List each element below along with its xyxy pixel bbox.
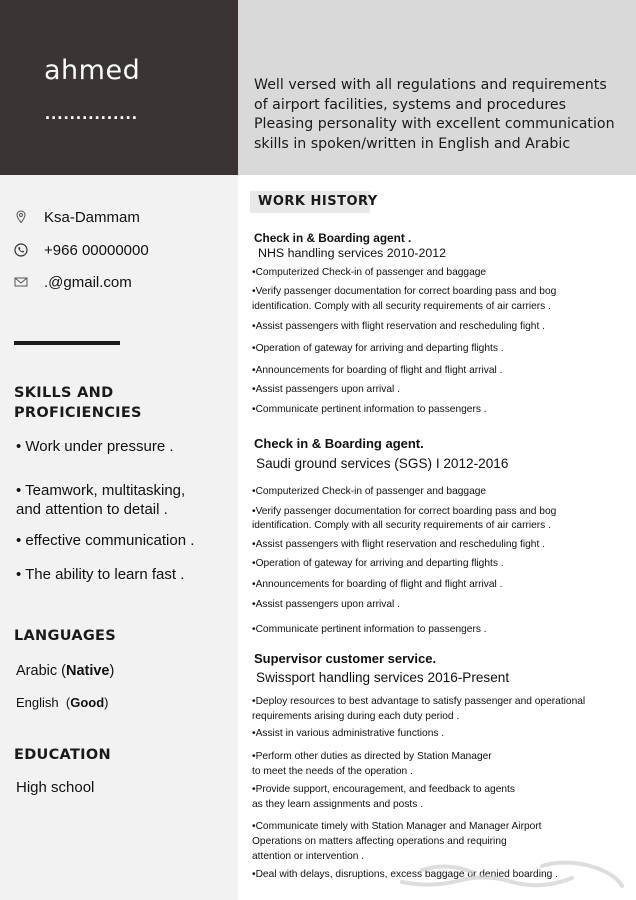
location-pin-icon bbox=[14, 210, 28, 224]
job-bullet: •Provide support, encouragement, and feedback to agents bbox=[252, 784, 515, 795]
watermark-logo bbox=[392, 852, 632, 896]
phone-text: +966 00000000 bbox=[44, 241, 149, 259]
job-company: Swissport handling services 2016-Present bbox=[256, 670, 510, 685]
language-level: Good bbox=[70, 695, 105, 710]
sidebar-divider bbox=[14, 341, 120, 345]
name-dots-decoration: ............... bbox=[45, 103, 139, 123]
job-bullet: identification. Comply with all security requirements of air carriers . bbox=[252, 301, 551, 312]
job-bullet: to meet the needs of the operation . bbox=[252, 766, 413, 777]
summary-line: of airport facilities, systems and procedures bbox=[254, 96, 566, 113]
contact-phone bbox=[14, 240, 149, 260]
skills-heading-line: SKILLS AND bbox=[14, 385, 114, 401]
education-heading: EDUCATION bbox=[14, 747, 111, 763]
summary-line: Pleasing personality with excellent communication bbox=[254, 116, 615, 132]
languages-heading: LANGUAGES bbox=[14, 628, 116, 644]
job-bullet: •Deploy resources to best advantage to satisfy passenger and operational bbox=[252, 696, 586, 707]
contact-location bbox=[14, 207, 140, 227]
job-bullet: •Assist passengers with flight reservation and rescheduling fight . bbox=[252, 539, 545, 550]
language-level: Native bbox=[65, 663, 110, 679]
language-item: Arabic (Native) bbox=[16, 663, 115, 679]
profile-summary bbox=[254, 76, 614, 154]
job-bullet: Operations on matters affecting operations and requiring bbox=[252, 836, 507, 847]
skill-item: • Teamwork, multitasking, bbox=[16, 482, 186, 499]
job-bullet: •Assist in various administrative functions . bbox=[252, 728, 445, 739]
job-bullet: •Deal with delays, disruptions, excess baggage or denied boarding . bbox=[252, 869, 558, 880]
candidate-name: ahmed bbox=[44, 55, 141, 86]
skills-heading bbox=[14, 383, 142, 423]
job-bullet: as they learn assignments and posts . bbox=[252, 799, 424, 810]
summary-line: skills in spoken/written in English and Arabic bbox=[254, 135, 571, 152]
job-bullet: •Communicate timely with Station Manager and Manager Airport bbox=[252, 821, 542, 832]
language-name: Arabic bbox=[16, 663, 58, 679]
job-bullet: requirements arising during each duty period . bbox=[252, 711, 460, 722]
job-bullet: •Operation of gateway for arriving and departing flights . bbox=[252, 343, 504, 354]
skill-item-continued: and attention to detail . bbox=[16, 501, 168, 518]
job-bullet: •Assist passengers upon arrival . bbox=[252, 384, 400, 395]
contact-email bbox=[14, 272, 132, 292]
education-value: High school bbox=[16, 779, 95, 796]
phone-icon bbox=[14, 243, 28, 257]
location-text: Ksa-Dammam bbox=[44, 208, 140, 226]
summary-line: Well versed with all regulations and requirements bbox=[254, 77, 607, 93]
skill-item: • The ability to learn fast . bbox=[16, 566, 185, 583]
skill-item: • Work under pressure . bbox=[16, 438, 174, 455]
job-title: Supervisor customer service. bbox=[254, 651, 437, 666]
job-bullet: •Communicate pertinent information to passengers . bbox=[252, 404, 487, 415]
header-dark-panel bbox=[0, 0, 238, 175]
job-bullet: •Announcements for boarding of flight and flight arrival . bbox=[252, 365, 503, 376]
job-bullet: identification. Comply with all security requirements of air carriers . bbox=[252, 520, 551, 531]
language-name: English bbox=[16, 695, 59, 710]
job-bullet: •Verify passenger documentation for correct boarding pass and bog bbox=[252, 286, 557, 297]
job-bullet: •Operation of gateway for arriving and departing flights . bbox=[252, 558, 504, 569]
job-bullet: attention or intervention . bbox=[252, 851, 365, 862]
job-title: Check in & Boarding agent . bbox=[254, 231, 412, 245]
job-bullet: •Computerized Check-in of passenger and baggage bbox=[252, 486, 487, 497]
job-bullet: •Assist passengers upon arrival . bbox=[252, 599, 400, 610]
job-company: Saudi ground services (SGS) I 2012-2016 bbox=[256, 456, 509, 471]
job-bullet: •Verify passenger documentation for correct boarding pass and bog bbox=[252, 506, 557, 517]
job-title: Check in & Boarding agent. bbox=[254, 436, 424, 451]
job-bullet: •Communicate pertinent information to passengers . bbox=[252, 624, 487, 635]
job-bullet: •Perform other duties as directed by Station Manager bbox=[252, 751, 492, 762]
work-history-heading: WORK HISTORY bbox=[258, 194, 378, 209]
job-bullet: •Announcements for boarding of flight and flight arrival . bbox=[252, 579, 503, 590]
skill-item: • effective communication . bbox=[16, 532, 195, 549]
email-text: .@gmail.com bbox=[44, 273, 132, 291]
language-item: English (Good) bbox=[16, 695, 109, 710]
envelope-icon bbox=[14, 275, 28, 289]
skills-heading-line: PROFICIENCIES bbox=[14, 405, 142, 421]
job-company: NHS handling services 2010-2012 bbox=[258, 246, 447, 260]
job-bullet: •Computerized Check-in of passenger and baggage bbox=[252, 267, 487, 278]
job-bullet: •Assist passengers with flight reservation and rescheduling fight . bbox=[252, 321, 545, 332]
